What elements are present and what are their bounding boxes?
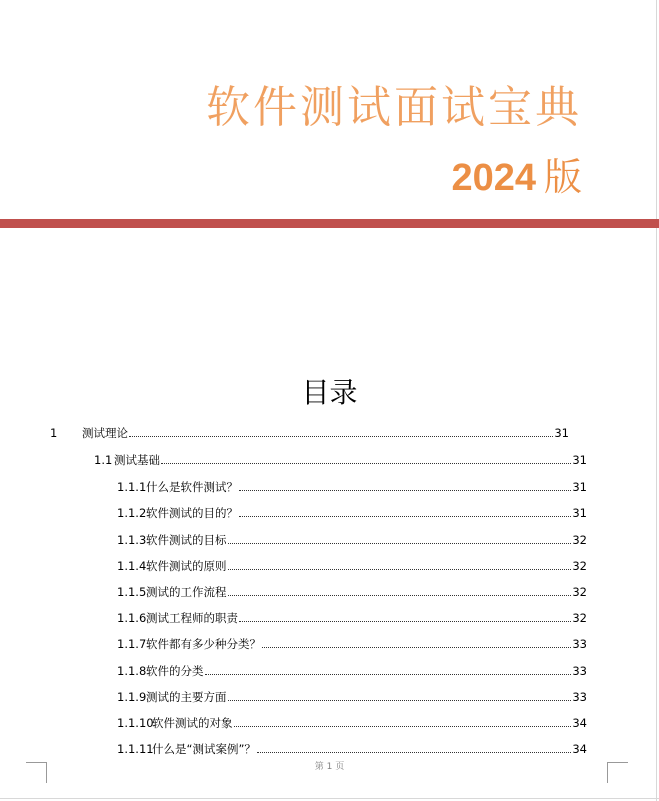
toc-entry[interactable]	[117, 661, 587, 681]
toc-entry-page: 32	[572, 611, 587, 625]
toc-leader-dots	[161, 462, 571, 464]
toc-entry[interactable]	[117, 477, 587, 497]
toc-entry-page: 34	[572, 742, 587, 756]
toc-entry-number: 1.1	[94, 453, 113, 467]
toc-entry-page: 32	[572, 585, 587, 599]
toc-entry-page: 31	[554, 426, 569, 440]
toc-entry-title: 软件测试的对象	[152, 716, 233, 730]
toc-entry-number: 1.1.1	[117, 480, 147, 494]
toc-entry-page: 32	[572, 533, 587, 547]
title-divider-bar	[0, 219, 659, 228]
toc-entry-title: 测试理论	[82, 426, 128, 440]
cover-title: 软件测试面试宝典	[206, 82, 582, 133]
toc-entry-page: 33	[572, 637, 587, 651]
toc-entry-number: 1.1.9	[117, 690, 147, 704]
toc-entry-title: 什么是软件测试？	[146, 480, 238, 494]
toc-entry-number: 1.1.5	[117, 585, 147, 599]
cover-edition	[451, 151, 582, 204]
toc-entry-page: 32	[572, 559, 587, 573]
toc-leader-dots	[228, 542, 572, 544]
toc-entry-number: 1.1.8	[117, 664, 147, 678]
toc-entry-title: 软件测试的目的？	[146, 506, 238, 520]
toc-entry-title: 测试的主要方面	[146, 690, 227, 704]
toc-entry[interactable]	[50, 423, 569, 443]
toc-entry-number: 1.1.2	[117, 506, 147, 520]
toc-entry-title: 什么是“测试案例”？	[152, 742, 256, 756]
toc-leader-dots	[205, 673, 572, 675]
edition-suffix: 版	[543, 155, 582, 199]
toc-entry-number: 1.1.7	[117, 637, 147, 651]
toc-leader-dots	[228, 568, 572, 570]
toc-entry[interactable]	[117, 634, 587, 654]
toc-entry-page: 31	[572, 506, 587, 520]
toc-leader-dots	[239, 620, 571, 622]
page-number-footer: 第 1 页	[314, 762, 345, 772]
toc-entry[interactable]	[117, 739, 587, 759]
toc-leader-dots	[239, 489, 571, 491]
toc-leader-dots	[262, 646, 571, 648]
toc-entry-page: 33	[572, 664, 587, 678]
toc-entry-title: 软件都有多少种分类？	[146, 637, 261, 651]
toc-entry[interactable]	[117, 687, 587, 707]
toc-entry-page: 34	[572, 716, 587, 730]
toc-entry[interactable]	[94, 450, 587, 470]
toc-entry-page: 31	[572, 453, 587, 467]
page-edge-bottom	[0, 798, 659, 799]
toc-entry-number: 1.1.4	[117, 559, 147, 573]
toc-entry-number: 1.1.11	[117, 742, 154, 756]
toc-entry-title: 软件测试的原则	[146, 559, 227, 573]
toc-heading: 目录	[301, 376, 358, 409]
toc-entry[interactable]	[117, 503, 587, 523]
toc-leader-dots	[129, 435, 553, 437]
toc-entry[interactable]	[117, 530, 587, 550]
toc-entry[interactable]	[117, 608, 587, 628]
toc-leader-dots	[257, 751, 571, 753]
toc-leader-dots	[228, 699, 572, 701]
toc-entry-number: 1.1.10	[117, 716, 154, 730]
toc-entry-title: 测试工程师的职责	[146, 611, 238, 625]
toc-entry[interactable]	[117, 582, 587, 602]
edition-year: 2024	[451, 157, 536, 199]
toc-entry[interactable]	[117, 556, 587, 576]
toc-leader-dots	[228, 594, 572, 596]
toc-entry-title: 测试的工作流程	[146, 585, 227, 599]
toc-entry-page: 33	[572, 690, 587, 704]
toc-entry-number: 1	[50, 426, 58, 440]
toc-entry-number: 1.1.6	[117, 611, 147, 625]
toc-entry[interactable]	[117, 713, 587, 733]
toc-leader-dots	[239, 515, 571, 517]
toc-leader-dots	[234, 725, 572, 727]
toc-entry-title: 软件的分类	[146, 664, 204, 678]
toc-entry-page: 31	[572, 480, 587, 494]
toc-entry-title: 软件测试的目标	[146, 533, 227, 547]
toc-entry-number: 1.1.3	[117, 533, 147, 547]
toc-entry-title: 测试基础	[114, 453, 160, 467]
